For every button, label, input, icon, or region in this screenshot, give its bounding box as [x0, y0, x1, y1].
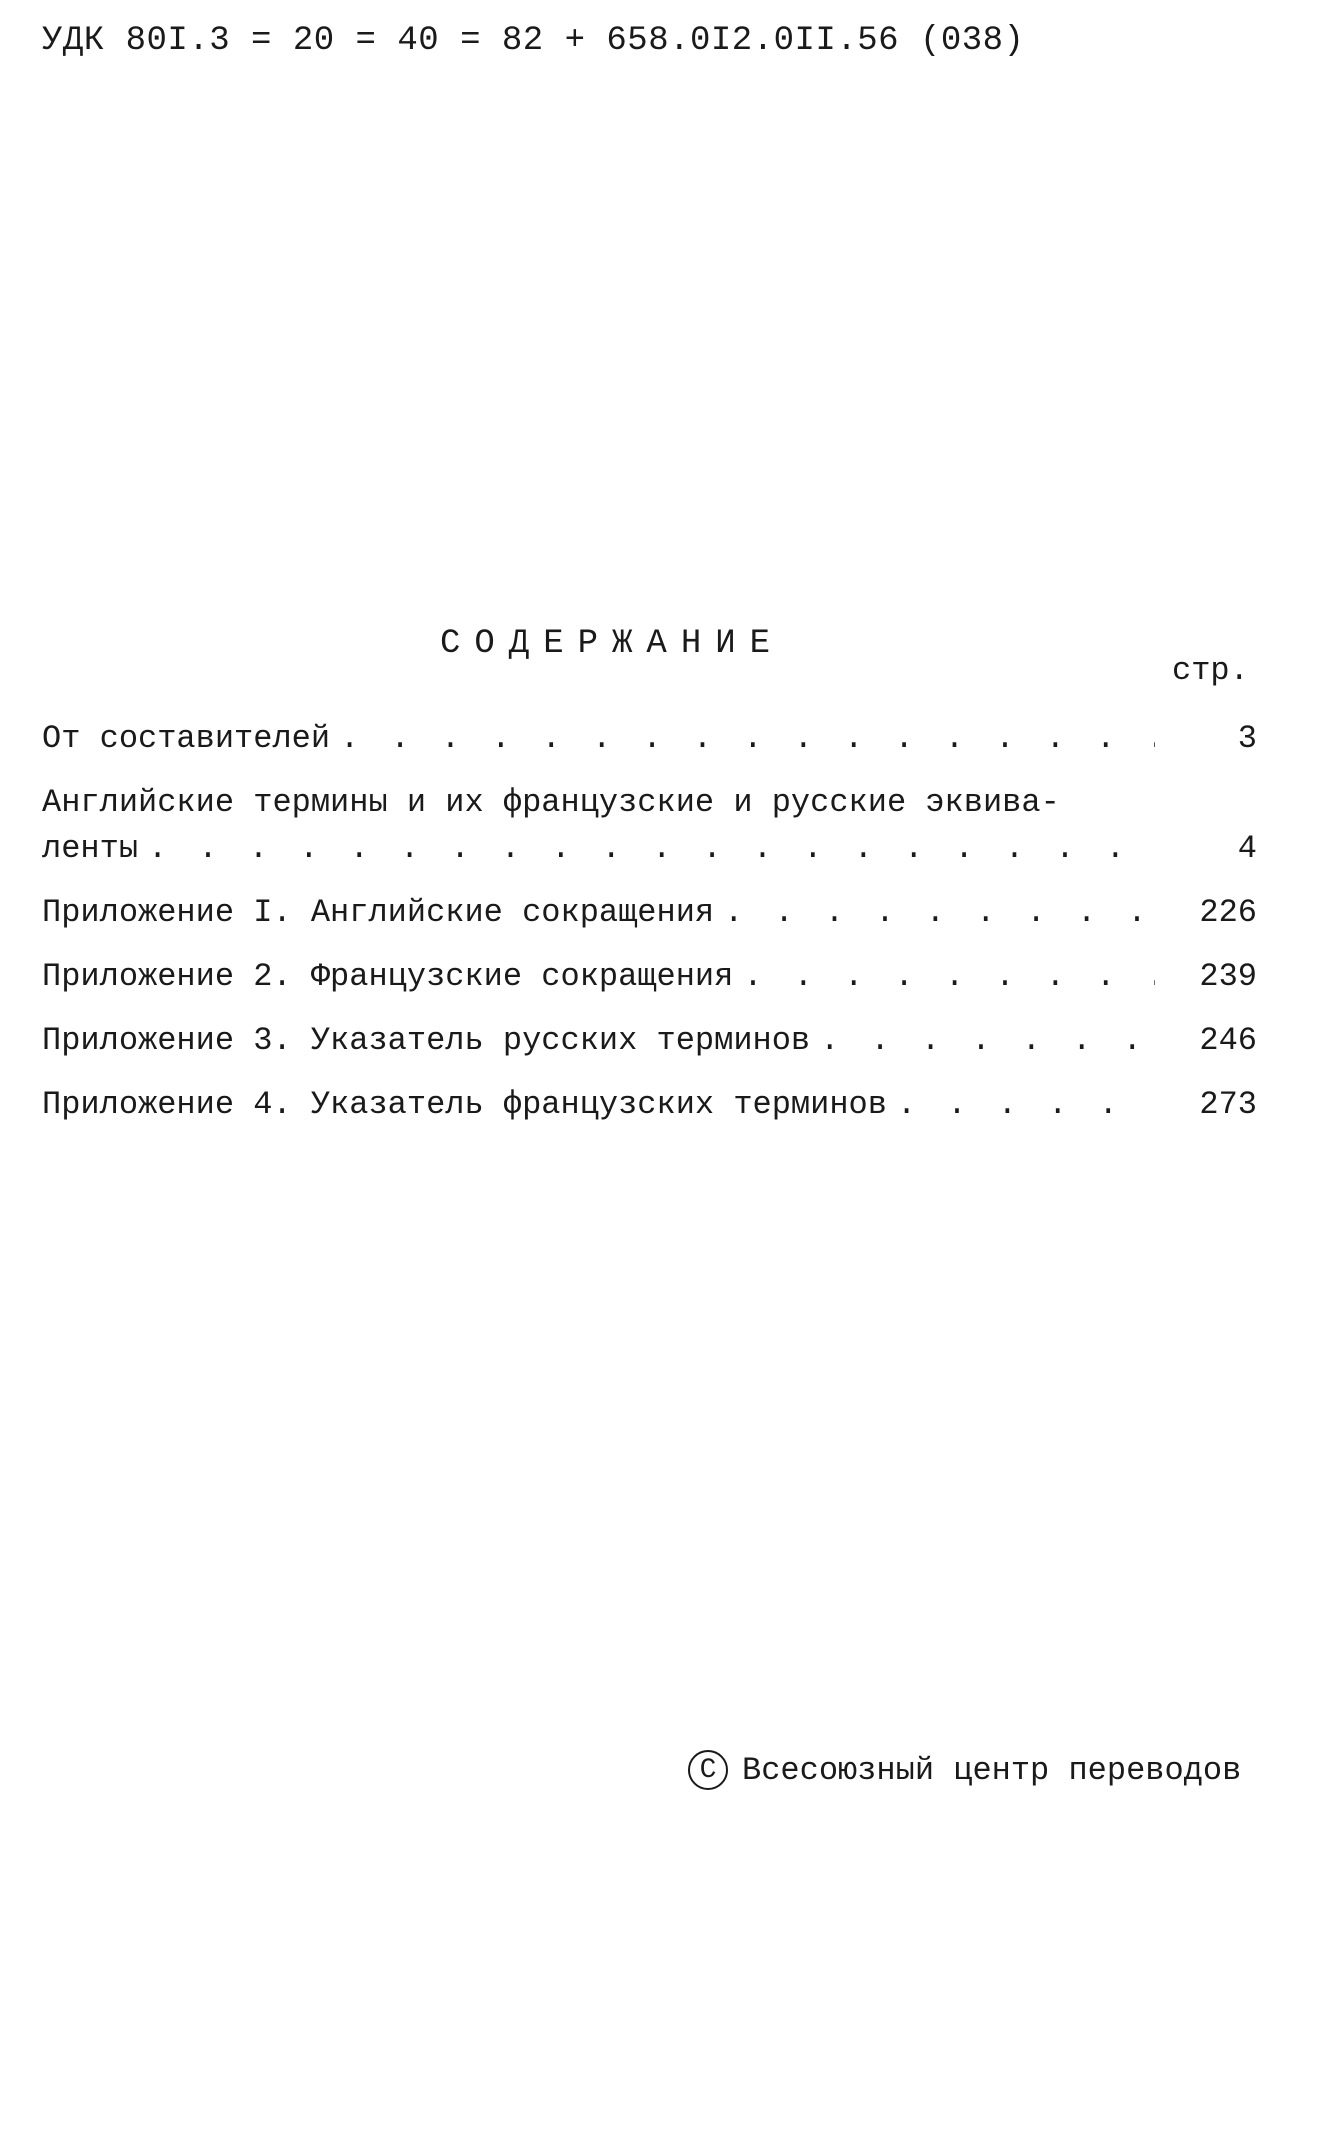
toc-entry-page: 4: [1237, 830, 1257, 867]
toc-entry-label: Приложение 2. Французские сокращения: [42, 958, 734, 995]
udc-classification: УДК 80I.3 = 20 = 40 = 82 + 658.0I2.0II.56 (038): [42, 22, 1025, 60]
toc-entry-appendix-3: [42, 1018, 1257, 1064]
dot-leader: [897, 1082, 1155, 1128]
toc-entry-terms: [42, 780, 1257, 872]
toc-entry-appendix-1: [42, 890, 1257, 936]
toc-entry-foreword: [42, 716, 1257, 762]
toc-entry-page: 239: [1199, 958, 1257, 995]
toc-entry-page: 3: [1237, 720, 1257, 757]
copyright-icon: C: [688, 1750, 728, 1790]
toc-entry-page: 226: [1199, 894, 1257, 931]
toc-title: СОДЕРЖАНИЕ: [440, 625, 785, 663]
toc-entry-page: 273: [1199, 1086, 1257, 1123]
dot-leader: [743, 954, 1155, 1000]
copyright-notice: [688, 1750, 1241, 1790]
toc-entry-appendix-2: [42, 954, 1257, 1000]
toc-entry-label: ленты: [42, 830, 139, 867]
toc-entry-page: 246: [1199, 1022, 1257, 1059]
toc-entry-label-line1: Английские термины и их французские и русские эквива-: [42, 784, 1060, 821]
toc-entry-label: Приложение 4. Указатель французских терминов: [42, 1086, 887, 1123]
copyright-holder: Всесоюзный центр переводов: [742, 1751, 1242, 1789]
dot-leader: [340, 716, 1155, 762]
dot-leader: [724, 890, 1155, 936]
dot-leader: [820, 1018, 1155, 1064]
toc-entry-label: Приложение I. Английские сокращения: [42, 894, 715, 931]
page-column-header: стр.: [1172, 652, 1249, 689]
dot-leader: [148, 826, 1155, 872]
toc-entry-label: Приложение 3. Указатель русских терминов: [42, 1022, 811, 1059]
toc-entry-appendix-4: [42, 1082, 1257, 1128]
table-of-contents: [42, 716, 1257, 1146]
toc-entry-label: От составителей: [42, 720, 331, 757]
